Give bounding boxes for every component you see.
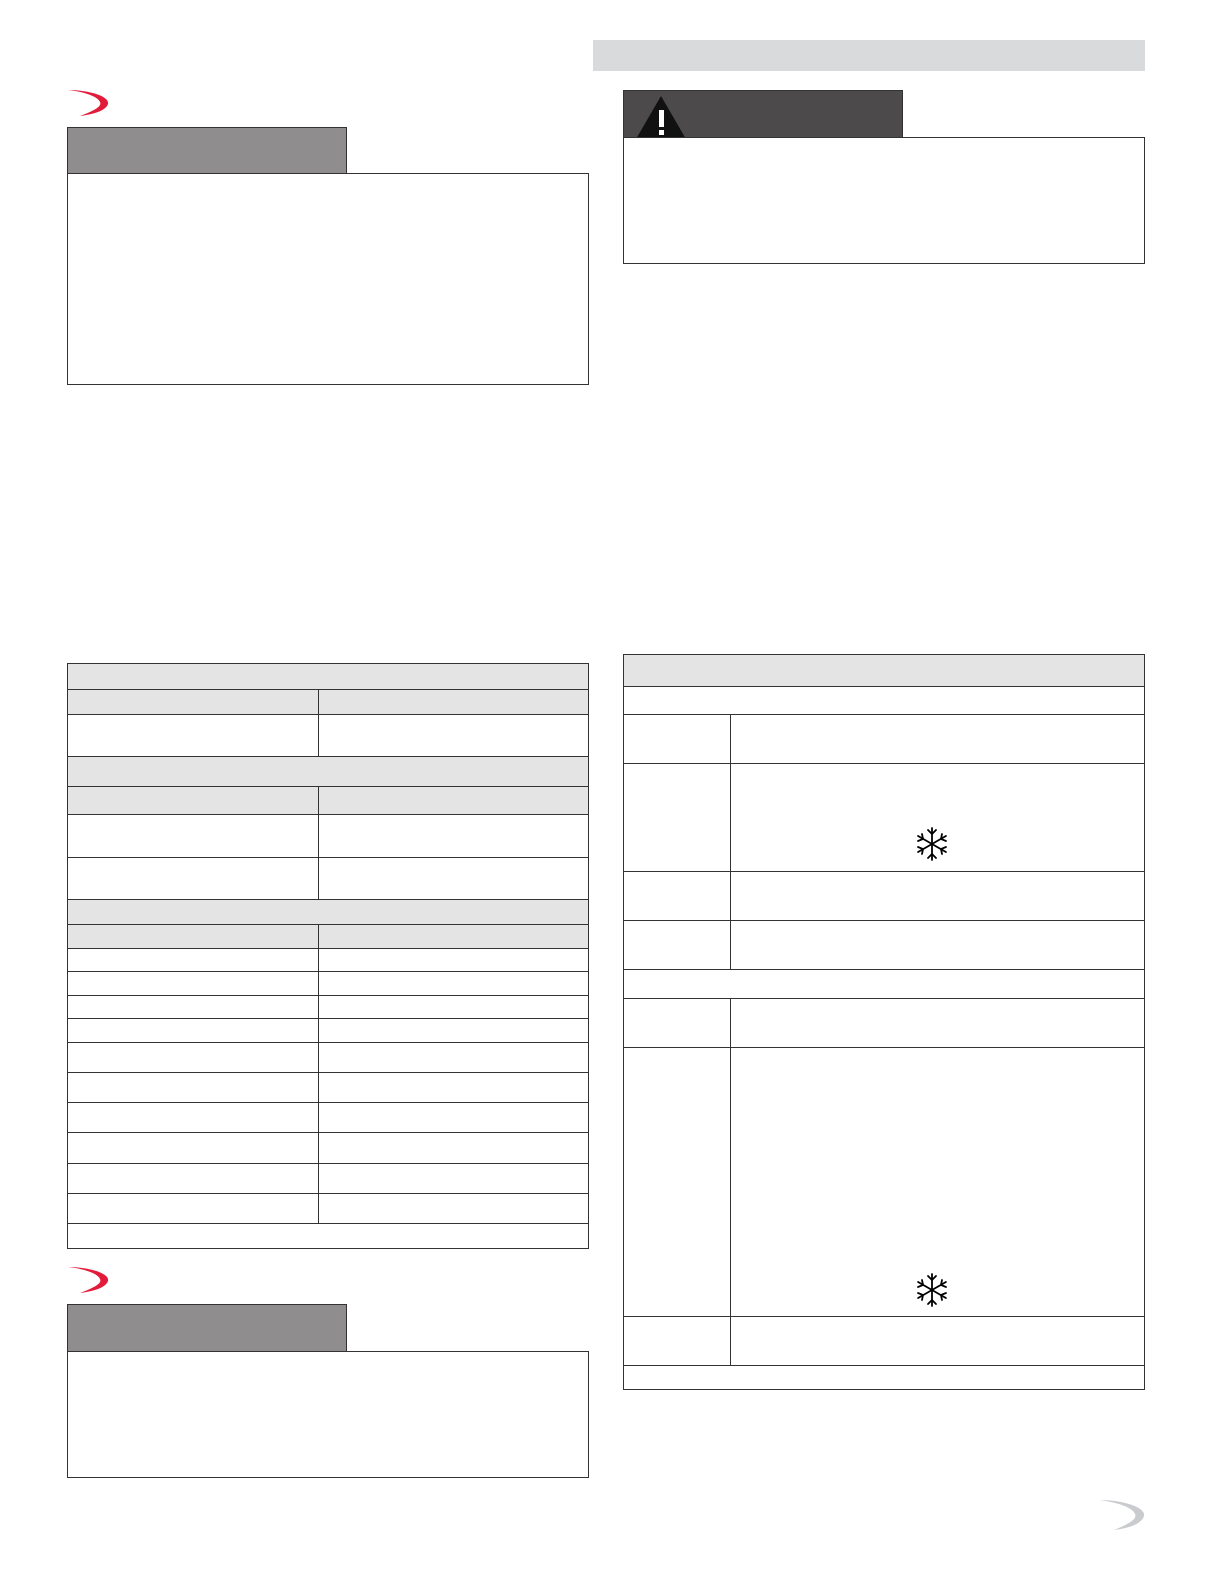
swoosh-logo-icon: [66, 88, 112, 118]
table-row: [68, 971, 588, 995]
section-2-header-tab: [67, 1304, 347, 1352]
table-title: [624, 655, 1144, 686]
section-band: [593, 40, 1145, 71]
section-1-header-tab: [67, 127, 347, 174]
swoosh-logo-icon: [1098, 1498, 1148, 1532]
table-row: [624, 920, 1144, 969]
table-group-title: [68, 664, 588, 689]
reference-table: [623, 654, 1145, 1390]
table-group-title: [624, 969, 1144, 998]
table-group-title: [624, 686, 1144, 714]
table-row: [68, 948, 588, 971]
table-row: [68, 995, 588, 1018]
snowflake-icon: [914, 826, 950, 862]
table-row: [624, 871, 1144, 920]
table-row: [68, 814, 588, 857]
table-row: [68, 1163, 588, 1193]
swoosh-logo-icon: [66, 1265, 112, 1295]
table-row: [624, 763, 1144, 871]
snowflake-icon: [914, 1272, 950, 1308]
table-group-title: [68, 756, 588, 786]
table-footer: [68, 1223, 588, 1249]
table-row: [68, 1018, 588, 1042]
table-row: [624, 714, 1144, 763]
table-column-header: [68, 924, 588, 948]
table-row: [624, 998, 1144, 1047]
table-row: [68, 1042, 588, 1072]
warning-triangle-icon: [634, 94, 688, 140]
table-row: [68, 1193, 588, 1223]
table-footer: [624, 1365, 1144, 1390]
section-2-box: [67, 1351, 589, 1478]
table-row: [68, 1072, 588, 1102]
section-1-box: [67, 173, 589, 385]
table-column-header: [68, 786, 588, 814]
warning-header-tab: [623, 90, 903, 138]
table-row: [68, 1102, 588, 1132]
table-row: [624, 1047, 1144, 1316]
warning-box: [623, 137, 1145, 264]
table-row: [68, 1132, 588, 1163]
specification-table: [67, 663, 589, 1249]
table-row: [68, 714, 588, 756]
table-group-title: [68, 899, 588, 924]
table-row: [68, 857, 588, 899]
table-row: [624, 1316, 1144, 1365]
table-column-header: [68, 689, 588, 714]
